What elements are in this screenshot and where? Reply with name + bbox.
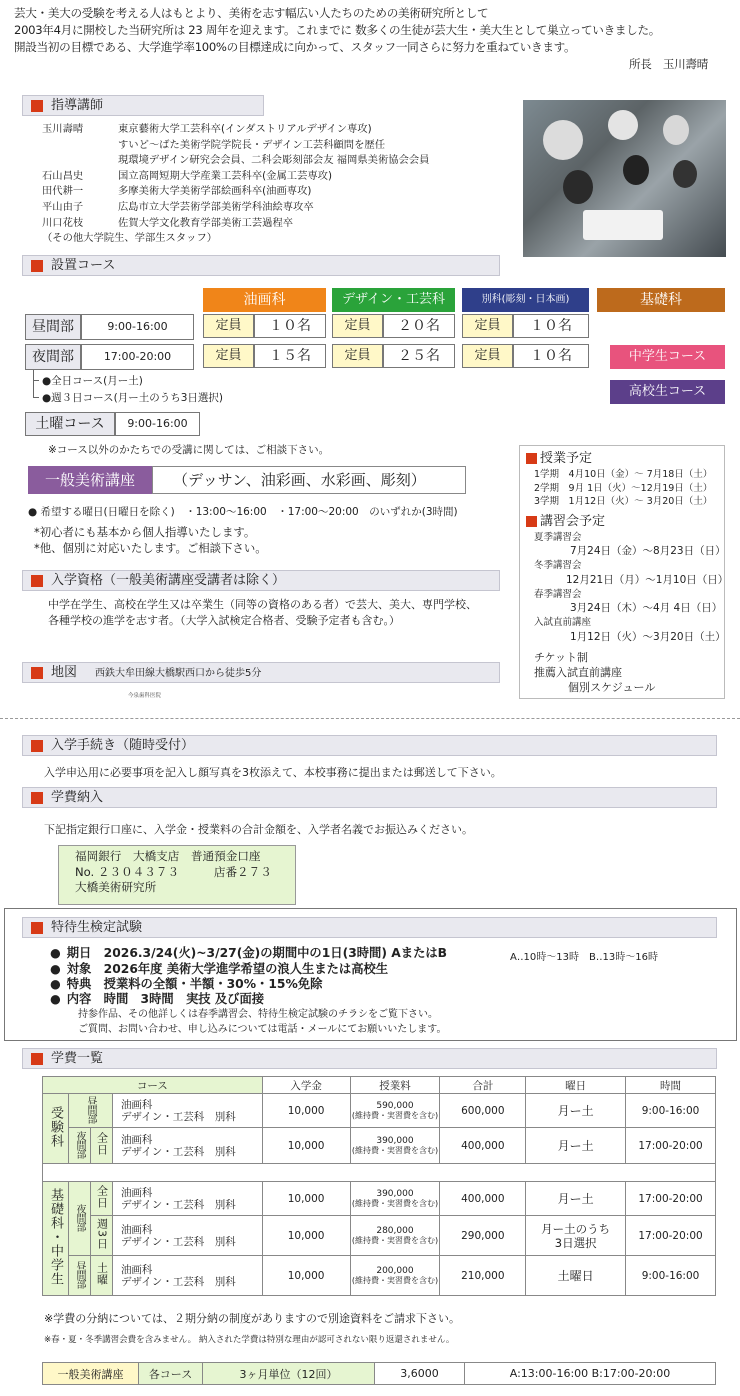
fee-day: 月ー土 xyxy=(526,1094,626,1128)
juken-label: 受験科 xyxy=(47,1106,63,1148)
capacity-value: １０名 xyxy=(254,314,326,338)
seminar-dates: 3月24日（木）～4月 4日（日） xyxy=(570,602,723,614)
full-day-course: ●全日コース(月ー土) xyxy=(42,375,143,387)
special-note: 持参作品、その他詳しくは春季講習会、特待生検定試験のチラシをご覧下さい。 xyxy=(78,1009,438,1020)
fee-total: 400,000 xyxy=(440,1182,526,1216)
fee-entrance: 10,000 xyxy=(262,1182,350,1216)
seminar-name: 入試直前講座 xyxy=(534,617,592,628)
fee-row: 受験科 昼間部 油画科 デザイン・工芸科 別科 10,000 590,000 (維持費・実習費を含む) 600,000 月ー土 9:00-16:00 xyxy=(43,1094,716,1128)
intro-line: 開設当初の目標である、大学進学率100%の目標達成に向かって、スタッフ一同さらに努力を重ねていきます。 xyxy=(14,40,576,54)
capacity-label: 定員 xyxy=(332,314,383,338)
tree-line xyxy=(33,370,34,398)
general-fee-table xyxy=(42,1362,716,1385)
intro-line: 2003年4月に開校した当研究所は 23 周年を迎えます。これまでに 数多くの生徒が芸大生・美大生として巣立っていきました。 xyxy=(14,23,661,37)
fee-row: 昼間部 土曜 油画科 デザイン・工芸科 別科 10,000 200,000 (維持費・実習費を含む) 210,000 土曜日 9:00-16:00 xyxy=(43,1256,716,1296)
seminar-dates: 7月24日（金）～8月23日（日） xyxy=(570,545,726,557)
high-school-course: 高校生コース xyxy=(610,380,725,404)
fee-entrance: 10,000 xyxy=(262,1216,350,1256)
tree-branch xyxy=(33,397,39,398)
capacity-value: １０名 xyxy=(513,314,589,338)
seminar-name: 春季講習会 xyxy=(534,588,582,600)
divider xyxy=(0,718,740,719)
special-times: A‥10時～13時 B‥13時～16時 xyxy=(510,952,658,963)
fee-header-course: コース xyxy=(43,1077,263,1094)
schedule-panel xyxy=(519,445,729,699)
fee-entrance: 10,000 xyxy=(262,1256,350,1296)
kiso-label: 基礎科・中学生 xyxy=(47,1188,63,1286)
instructor-row: 玉川壽晴 東京藝術大学工芸科卒(インダストリアルデザイン専攻) すいど～ばた美術学院学院長・デザイン工芸科顧問を歴任 現環境デザイン研究会会員、二科会彫刻部会友 福岡県美術協会会員 xyxy=(42,123,430,167)
daytime-label: 昼間部 xyxy=(25,314,81,340)
instructor-row: 田代耕一 多摩美術大学美術学部絵画科卒(油画専攻) xyxy=(42,185,312,198)
section-instructors: 指導講師 xyxy=(22,95,264,116)
fee-note: ※春・夏・冬季講習会費を含みません。 納入された学費は特別な理由が認可されない限り返還されません。 xyxy=(44,1335,455,1345)
fee-day: 月ー土のうち 3日選択 xyxy=(526,1216,626,1256)
seminar-schedule-title: 講習会予定 xyxy=(520,513,724,531)
section-special-exam: 特待生検定試験 xyxy=(22,917,717,938)
section-payment: 学費納入 xyxy=(22,787,717,808)
bank-number: No. ２３０４３７３ 店番２７３ xyxy=(75,864,272,879)
general-note: *初心者にも基本から個人指導いたします。 xyxy=(34,525,256,539)
fee-time: 9:00-16:00 xyxy=(626,1094,716,1128)
fee-time: 9:00-16:00 xyxy=(626,1256,716,1296)
instructor-row: 平山由子 広島市立大学芸術学部美術学科油絵専攻卒 xyxy=(42,200,314,213)
special-note: ご質問、お問い合わせ、申し込みについては電話・メールにてお願いいたします。 xyxy=(78,1024,447,1035)
three-day-course: ●週３日コース(月ー土のうち3日選択) xyxy=(42,392,224,404)
saturday-label: 土曜コース xyxy=(25,412,115,436)
header-special-course: 別科(彫刻・日本画) xyxy=(462,288,589,312)
course-note: ※コース以外のかたちでの受講に関しては、ご相談下さい。 xyxy=(48,444,330,456)
instructor-note: （その他大学院生、学部生スタッフ） xyxy=(42,232,218,245)
term-1: 1学期 4月10日（金）～ 7月18日（土） xyxy=(534,469,713,480)
nighttime-time: 17:00-20:00 xyxy=(81,344,194,370)
fee-tuition: 390,000 xyxy=(376,1188,414,1199)
director-signature: 所長 玉川壽晴 xyxy=(628,57,708,71)
instructor-list xyxy=(42,122,429,247)
fee-tuition: 590,000 xyxy=(376,1100,414,1111)
general-fee-row: 一般美術講座 各コース 3ヶ月単位（12回） 3,6000 A:13:00-16:00 B:17:00-20:00 xyxy=(43,1363,716,1385)
fee-row: 夜間部 全日 油画科 デザイン・工芸科 別科 10,000 390,000 (維持費・実習費を含む) 400,000 月ー土 17:00-20:00 xyxy=(43,1128,716,1164)
fee-day: 土曜日 xyxy=(526,1256,626,1296)
fee-day: 月ー土 xyxy=(526,1128,626,1164)
nighttime-label: 夜間部 xyxy=(25,344,81,370)
classroom-photo xyxy=(523,100,726,257)
daytime-time: 9:00-16:00 xyxy=(81,314,194,340)
capacity-value: １０名 xyxy=(513,344,589,368)
seminar-dates: 1月12日（火）～3月20日（土） xyxy=(570,630,726,643)
fee-total: 600,000 xyxy=(440,1094,526,1128)
map-directions: 西鉄大牟田線大橋駅西口から徒歩5分 xyxy=(95,668,262,679)
term-3: 3学期 1月12日（火）～ 3月20日（土） xyxy=(534,496,713,507)
section-courses: 設置コース xyxy=(22,255,500,276)
procedure-text: 入学申込用に必要事項を記入し顔写真を3枚添えて、本校事務に提出または郵送して下さい。 xyxy=(44,766,502,779)
intro-line: 芸大・美大の受験を考える人はもとより、美術を志す幅広い人たちのための美術研究所として xyxy=(14,6,489,20)
fee-entrance: 10,000 xyxy=(262,1128,350,1164)
fee-row: 基礎科・中学生 夜間部 全日 油画科 デザイン・工芸科 別科 10,000 390,000 (維持費・実習費を含む) 400,000 月ー土 17:00-20:00 xyxy=(43,1182,716,1216)
lesson-schedule-title: 授業予定 xyxy=(520,450,724,468)
fee-time: 17:00-20:00 xyxy=(626,1182,716,1216)
section-procedure: 入学手続き（随時受付） xyxy=(22,735,717,756)
fee-row: 週3日 油画科 デザイン・工芸科 別科 10,000 280,000 (維持費・実習費を含む) 290,000 月ー土のうち 3日選択 17:00-20:00 xyxy=(43,1216,716,1256)
fee-tuition: 280,000 xyxy=(376,1225,414,1236)
seminar-dates: 12月21日（月）～1月10日（日） xyxy=(566,573,729,586)
instructor-row: 石山昌史 国立高岡短期大学産業工芸科卒(金属工芸専攻) xyxy=(42,169,332,182)
special-target: ● 対象 2026年度 美術大学進学希望の浪人生または高校生 xyxy=(50,962,388,977)
seminar-name: 夏季講習会 xyxy=(534,531,582,543)
general-course-title: 一般美術講座 xyxy=(28,466,152,494)
junior-high-course: 中学生コース xyxy=(610,345,725,369)
saturday-time: 9:00-16:00 xyxy=(115,412,200,436)
term-2: 2学期 9月 1日（火）～12月19日（土） xyxy=(534,482,713,494)
payment-text: 下記指定銀行口座に、入学金・授業料の合計金額を、入学者名義でお振込みください。 xyxy=(44,823,473,836)
tree-branch xyxy=(33,380,39,381)
capacity-label: 定員 xyxy=(462,314,513,338)
fee-header-row xyxy=(43,1077,716,1094)
section-map: 地図 西鉄大牟田線大橋駅西口から徒歩5分 xyxy=(22,662,500,683)
admission-text: 中学在学生、高校在学生又は卒業生（同等の資格のある者）で芸大、美大、専門学校、 xyxy=(48,598,477,611)
fee-total: 210,000 xyxy=(440,1256,526,1296)
map-label: 今泉歯科医院 xyxy=(128,693,162,699)
admission-text: 各種学校の進学を志す者。（大学入試検定合格者、受験予定者も含む。） xyxy=(48,614,400,627)
fee-entrance: 10,000 xyxy=(262,1094,350,1128)
seminar-name: 冬季講習会 xyxy=(534,560,582,571)
header-design-course: デザイン・工芸科 xyxy=(332,288,455,312)
bank-name: 福岡銀行 大橋支店 普通預金口座 xyxy=(75,849,261,863)
capacity-value: １５名 xyxy=(254,344,326,368)
bank-account-box xyxy=(58,845,296,905)
general-note: *他、個別に対応いたします。ご相談下さい。 xyxy=(34,541,267,555)
header-oil-course: 油画科 xyxy=(203,288,326,312)
special-content: ● 内容 時間 3時間 実技 及び面接 xyxy=(50,992,264,1007)
fee-tuition: 200,000 xyxy=(376,1265,414,1276)
special-benefit: ● 特典 授業料の全額・半額・30%・15%免除 xyxy=(50,977,322,992)
schedule-extra: 個別スケジュール xyxy=(568,680,656,694)
fee-time: 17:00-20:00 xyxy=(626,1128,716,1164)
capacity-value: ２０名 xyxy=(383,314,455,338)
instructor-row: 川口花枝 佐賀大学文化教育学部美術工芸過程卒 xyxy=(42,216,294,229)
fee-header: 時間 xyxy=(626,1077,716,1094)
fee-total: 400,000 xyxy=(440,1128,526,1164)
schedule-extra: 推薦入試直前講座 xyxy=(534,665,622,679)
general-course-desc: （デッサン、油彩画、水彩画、彫刻） xyxy=(152,466,466,494)
special-date: ● 期日 2026.3/24(火)~3/27(金)の期間中の1日(3時間) AまたはB xyxy=(50,946,447,961)
fee-header: 合計 xyxy=(440,1077,526,1094)
fee-total: 290,000 xyxy=(440,1216,526,1256)
schedule-extra: チケット制 xyxy=(534,650,589,664)
capacity-label: 定員 xyxy=(203,344,254,368)
fee-tuition: 390,000 xyxy=(376,1135,414,1146)
capacity-label: 定員 xyxy=(332,344,383,368)
general-course-hope: ● 希望する曜日(日曜日を除く) ・13:00～16:00 ・17:00～20:00 のいずれか(3時間) xyxy=(28,506,458,518)
section-admission: 入学資格（一般美術講座受講者は除く） xyxy=(22,570,500,591)
fee-note: ※学費の分納については、２期分納の制度がありますので別途資料をご請求下さい。 xyxy=(44,1312,460,1325)
fee-group: 昼間部 xyxy=(84,1095,96,1123)
header-basic-course: 基礎科 xyxy=(597,288,725,312)
capacity-label: 定員 xyxy=(462,344,513,368)
fee-table xyxy=(42,1076,716,1296)
fee-header: 曜日 xyxy=(526,1077,626,1094)
fee-header: 授業料 xyxy=(350,1077,440,1094)
capacity-value: ２５名 xyxy=(383,344,455,368)
bank-holder: 大橋美術研究所 xyxy=(75,880,157,894)
fee-header: 入学金 xyxy=(262,1077,350,1094)
fee-day: 月ー土 xyxy=(526,1182,626,1216)
intro-block xyxy=(14,5,726,73)
section-fees: 学費一覧 xyxy=(22,1048,717,1069)
fee-time: 17:00-20:00 xyxy=(626,1216,716,1256)
capacity-label: 定員 xyxy=(203,314,254,338)
